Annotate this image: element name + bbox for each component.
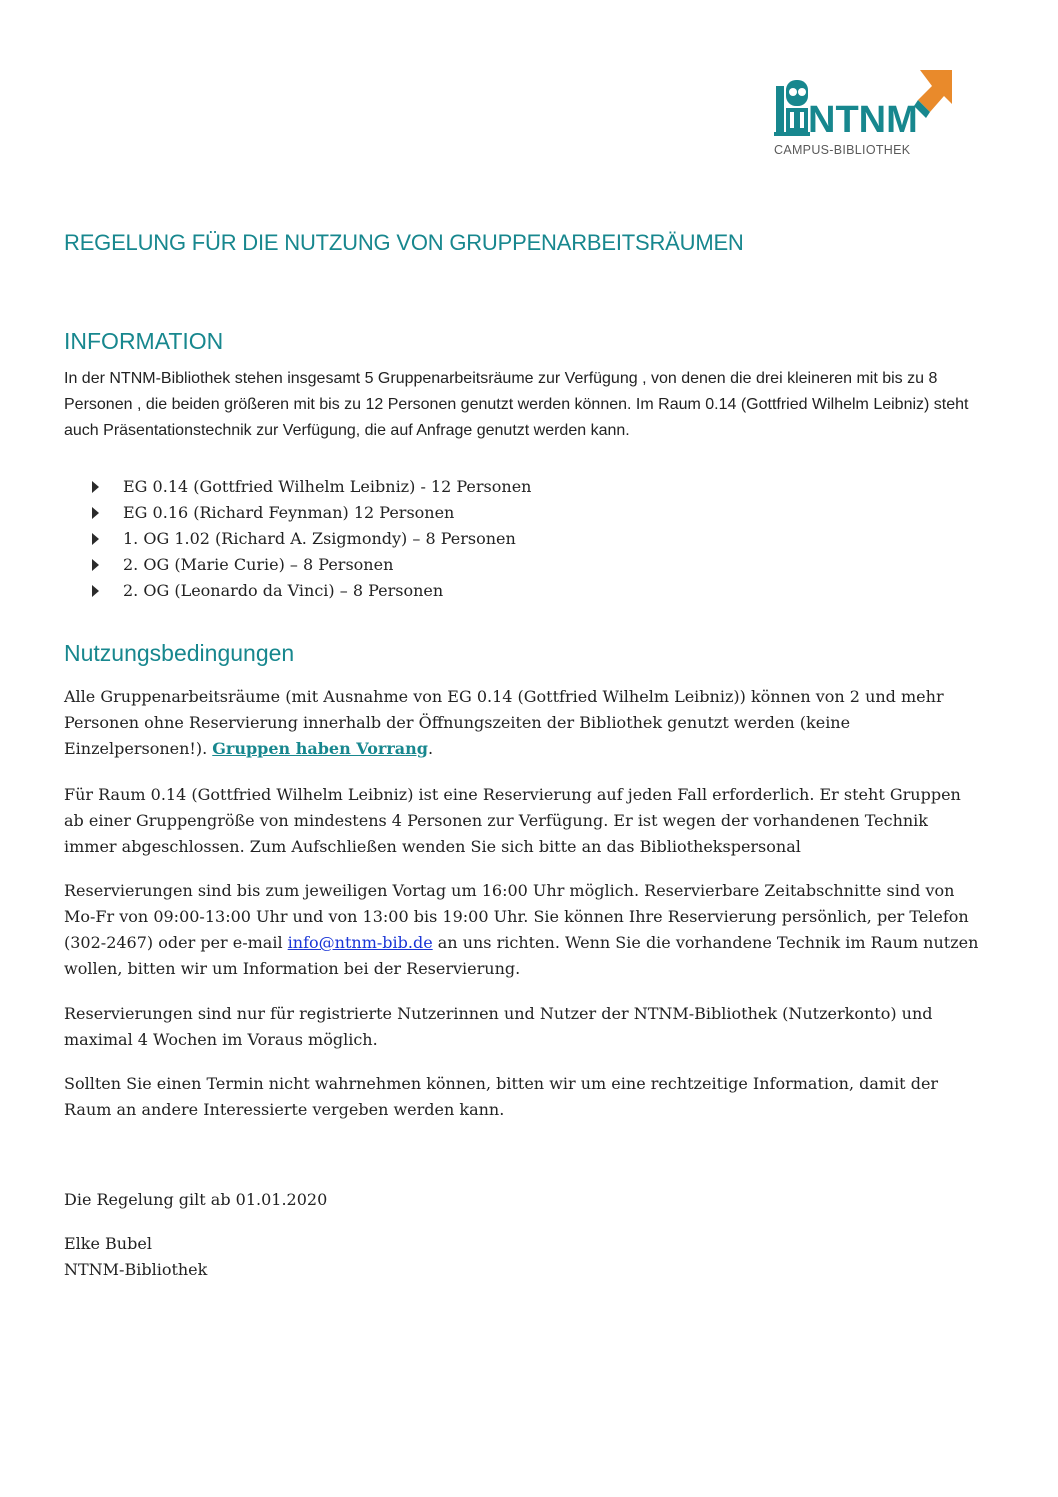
- bullet-arrow-icon: [92, 481, 99, 493]
- room-label: 2. OG (Marie Curie) – 8 Personen: [123, 555, 394, 574]
- list-item: [92, 526, 531, 552]
- email-link[interactable]: info@ntnm-bib.de: [287, 933, 433, 952]
- bullet-arrow-icon: [92, 507, 99, 519]
- paragraph-text: Alle Gruppenarbeitsräume (mit Ausnahme von EG 0.14 (Gottfried Wilhelm Leibniz)) können von 2 und mehr Personen ohne Reservierung innerhalb der Öffnungszeiten der Bibliothek genutzt werden (keine Einzelpersonen!).: [64, 687, 944, 758]
- list-item: [92, 552, 531, 578]
- conditions-paragraph-2: Für Raum 0.14 (Gottfried Wilhelm Leibniz) ist eine Reservierung auf jeden Fall erforderlich. Er steht Gruppen ab einer Gruppengröße von mindestens 4 Personen zur Verfügung. Er ist wegen der vorhandenen Technik immer abgeschlossen. Zum Aufschließen wenden Sie sich bitte an das Bibliothekspersonal: [64, 785, 961, 856]
- list-item: [92, 500, 531, 526]
- bullet-arrow-icon: [92, 533, 99, 545]
- room-list: [92, 474, 531, 604]
- logo-subtitle: CAMPUS-BIBLIOTHEK: [774, 143, 911, 157]
- room-label: 1. OG 1.02 (Richard A. Zsigmondy) – 8 Personen: [123, 529, 516, 548]
- conditions-paragraph-4: Reservierungen sind nur für registrierte Nutzerinnen und Nutzer der NTNM-Bibliothek (Nutzerkonto) und maximal 4 Wochen im Voraus möglich.: [64, 1004, 933, 1049]
- room-label: 2. OG (Leonardo da Vinci) – 8 Personen: [123, 581, 444, 600]
- conditions-paragraph-3: [64, 878, 984, 982]
- groups-priority-link[interactable]: Gruppen haben Vorrang: [212, 739, 428, 758]
- information-text: In der NTNM-Bibliothek stehen insgesamt 5 Gruppenarbeitsräume zur Verfügung , von denen die drei kleineren mit bis zu 8 Personen , die beiden größeren mit bis zu 12 Personen genutzt werden können. Im Raum 0.14 (Gottfried Wilhelm Leibniz) steht auch Präsentationstechnik zur Verfügung, die auf Anfrage genutzt werden kann.: [64, 370, 969, 439]
- paragraph-text: an uns richten. Wenn Sie die vorhandene Technik im Raum nutzen wollen, bitten wir um Information bei der Reservierung.: [64, 933, 979, 978]
- list-item: [92, 578, 531, 604]
- signature-organization: NTNM-Bibliothek: [64, 1260, 208, 1279]
- conditions-paragraph-5: Sollten Sie einen Termin nicht wahrnehmen können, bitten wir um eine rechtzeitige Information, damit der Raum an andere Interessierte vergeben werden kann.: [64, 1074, 939, 1119]
- owl-logo-icon: [770, 68, 960, 160]
- room-label: EG 0.14 (Gottfried Wilhelm Leibniz) - 12 Personen: [123, 477, 532, 496]
- room-label: EG 0.16 (Richard Feynman) 12 Personen: [123, 503, 455, 522]
- conditions-paragraph-1: [64, 684, 984, 762]
- bullet-arrow-icon: [92, 559, 99, 571]
- logo-brand-text: NTNM: [808, 99, 918, 141]
- information-heading: INFORMATION: [64, 328, 224, 354]
- paragraph-text: .: [427, 739, 434, 758]
- signature-name: Elke Bubel: [64, 1234, 152, 1253]
- bullet-arrow-icon: [92, 585, 99, 597]
- conditions-heading: Nutzungsbedingungen: [64, 640, 295, 666]
- validity-date: Die Regelung gilt ab 01.01.2020: [64, 1190, 328, 1209]
- list-item: [92, 474, 531, 500]
- ntnm-logo: [770, 68, 960, 160]
- page-title: REGELUNG FÜR DIE NUTZUNG VON GRUPPENARBEITSRÄUMEN: [64, 230, 744, 255]
- paragraph-text: Reservierungen sind bis zum jeweiligen Vortag um 16:00 Uhr möglich. Reservierbare Zeitabschnitte sind von Mo-Fr von 09:00-13:00 Uhr und von 13:00 bis 19:00 Uhr. Sie können Ihre Reservierung persönlich, per Telefon (302-2467) oder per e-mail: [64, 881, 969, 952]
